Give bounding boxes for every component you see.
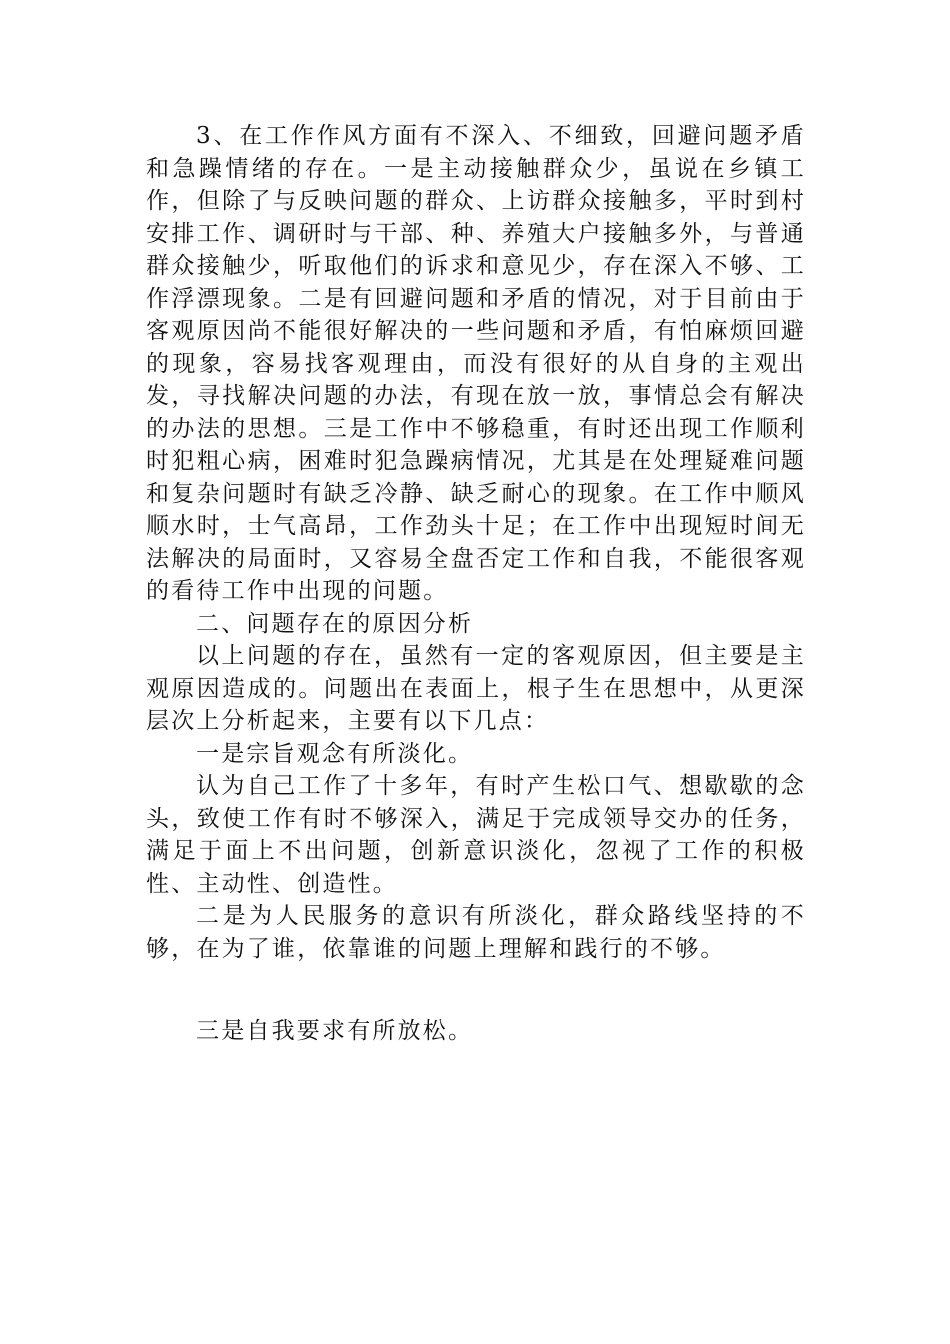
paragraph-point-one-detail: 认为自己工作了十多年，有时产生松口气、想歇歇的念头，致使工作有时不够深入，满足于完成领导交办的任务，满足于面上不出问题，创新意识淡化，忽视了工作的积极性、主动性、创造性。	[146, 773, 806, 897]
paragraph-work-style: 3、在工作作风方面有不深入、不细致，回避问题矛盾和急躁情绪的存在。一是主动接触群众少，虽说在乡镇工作，但除了与反映问题的群众、上访群众接触多，平时到村安排工作、调研时与干部、种、养殖大户接触多外，与普通群众接触少，听取他们的诉求和意见少，存在深入不够、工作浮漂现象。二是有回避问题和矛盾的情况，对于目前由于客观原因尚不能很好解决的一些问题和矛盾，有怕麻烦回避的现象，容易找客观理由，而没有很好的从自身的主观出发，寻找解决问题的办法，有现在放一放，事情总会有解决的办法的思想。三是工作中不够稳重，有时还出现工作顺利时犯粗心病，困难时犯急躁病情况，尤其是在处理疑难问题和复杂问题时有缺乏冷静、缺乏耐心的现象。在工作中顺风顺水时，士气高昂，工作劲头十足；在工作中出现短时间无法解决的局面时，又容易全盘否定工作和自我，不能很客观的看待工作中出现的问题。	[146, 123, 806, 604]
document-page	[146, 120, 806, 1048]
paragraph-point-three: 三是自我要求有所放松。	[196, 1018, 474, 1044]
section-heading-cause-analysis: 二、问题存在的原因分析	[196, 610, 474, 637]
paragraph-spacer	[146, 965, 806, 1015]
paragraph-cause-intro: 以上问题的存在，虽然有一定的客观原因，但主要是主观原因造成的。问题出在表面上，根子生在思想中，从更深层次上分析起来，主要有以下几点：	[146, 643, 806, 734]
paragraph-point-two: 二是为人民服务的意识有所淡化，群众路线坚持的不够，在为了谁，依靠谁的问题上理解和践行的不够。	[146, 903, 806, 962]
paragraph-point-one: 一是宗旨观念有所淡化。	[196, 740, 474, 767]
